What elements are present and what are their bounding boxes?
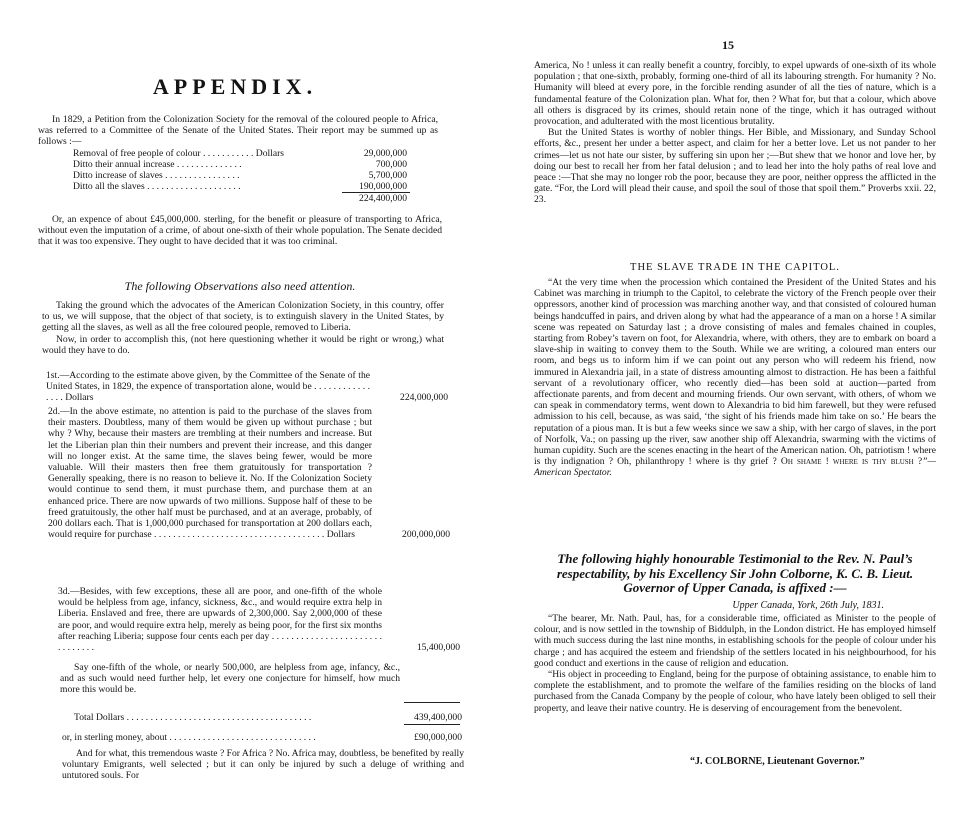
- testimonial-body: “The bearer, Mr. Nath. Paul, has, for a considerable time, officiated as Minister to the people of colour, and is now settled in the township of Biddulph, in the London district. He has employed himself with much success during the last nine months, in establishing schools for the people of colour under his charge ; and has acquired the esteem and friendship of the settlers located in his neighbourhood, for his good conduct and exertions in the cause of religion and education. “His object in proceeding to England, being for the purpose of obtaining assistance, to enable him to complete the establishment, and to promote the welfare of the families residing on the blocks of land purchased from the Canada Company by the people of colour, who have lately been obliged to sell their property, and leave their native country. He is deserving of encouragement from the benevolent.: [534, 613, 936, 714]
- sterling-line: or, in sterling money, about . . . . . . . . . . . . . . . . . . . . . . . . . . . . . . . £90,000,000: [62, 732, 462, 743]
- rule: [404, 724, 460, 725]
- rule: [404, 702, 460, 703]
- slave-trade-heading: THE SLAVE TRADE IN THE CAPITOL.: [630, 262, 840, 273]
- report-total-row: 224,400,000: [70, 193, 410, 205]
- report-row: Removal of free people of colour . . . . . . . . . . . Dollars 29,000,000: [73, 148, 407, 159]
- page-number: 15: [722, 38, 734, 52]
- observations-intro: Taking the ground which the advocates of the American Colonization Society, in this country, offer to us, we will suppose, that the object of that society, is to extinguish slavery in the United States, by getting all the slaves, as well as all the free coloured people, removed to Liberia. Now, in order to accomplish this, (not here questioning whether it would be right or wrong,) what would they have to do.: [42, 300, 444, 356]
- report-row: Ditto increase of slaves . . . . . . . . . . . . . . . . 5,700,000: [73, 170, 407, 181]
- america-paragraph: America, No ! unless it can really benefit a country, forcibly, to expel upwards of one-sixth of its whole population ; that one-sixth, probably, forming one-third of all its labouring strength. For humanity ? No. Humanity will bleed at every pore, in the forcible rending asunder of all the ties of nature, which is a fundamental feature of the Colonization plan. What for, then ? What for, but that a colour, which above all others is disgraced by its crimes, should retain none of the tinge, which it has outraged without provocation, and adulterated with the most licentious brutality. But the United States is worthy of nobler things. Her Bible, and Missionary, and Sunday School efforts, &c., present her under a better aspect, and claim for her a better love. Let us not pander to her crimes—let us not hate our sister, by suffering sin upon her ;—But shew that we honor and love her, by doing our best to recall her from her fatal delusion ; and to lead her into the holy paths of real love and peace :—That she may no longer rob the poor, because they are poor, neither oppress the afflicted in the gate. “For, the Lord will plead their cause, and spoil the soul of those that spoil them.” Proverbs xxii. 22, 23.: [534, 60, 936, 206]
- right-page: [490, 0, 980, 823]
- expense-paragraph: Or, an expence of about £45,000,000. sterling, for the benefit or pleasure of transporting to Africa, without even the imputation of a crime, of about one-sixth of their whole population. The Senate decided that it was too expensive. They ought to have decided that it was too criminal.: [38, 214, 442, 248]
- appendix-title: APPENDIX.: [152, 74, 318, 99]
- report-row: Ditto all the slaves . . . . . . . . . . . . . . . . . . . . 190,000,000: [73, 181, 407, 193]
- observations-heading: The following Observations also need attention.: [124, 279, 356, 293]
- item-second: 2d.—In the above estimate, no attention is paid to the purchase of the slaves from their masters. Doubtless, many of them would be given up without purchase ; but why ? Why, because their masters are trembling at their numbers and increase. But let the Liberian plan thin their numbers and prevent their increase, and this danger will no longer exist. At the same time, the slaves being fewer, would be more valuable. Will their masters then free them gratuitously for transportation ? Generally speaking, there is no reason to believe it. No. If the Colonization Society would continue to send them, it must purchase them, and purchase them at an enhanced price. There are now upwards of two millions. Suppose half of these to be freed gratuitously, the other half must be purchased, and at an average, probably, of 200 dollars each. That is 1,000,000 purchased for transportation at 200 dollars each, would require for purchase . . . . . . . . . . . . . . . . . . . . . . . . . . . . . . . . . . . . Dollars 200,000,000: [48, 406, 450, 541]
- testimonial-heading: The following highly honourable Testimonial to the Rev. N. Paul’s respectability, by his Excellency Sir John Colborne, K. C. B. Lieut. Governor of Upper Canada, is affixed :—: [556, 551, 914, 595]
- signature: “J. COLBORNE, Lieutenant Governor.”: [690, 756, 865, 767]
- senate-report-table: [70, 148, 410, 204]
- item-third: 3d.—Besides, with few exceptions, these all are poor, and one-fifth of the whole would be helpless from age, infancy, sickness, &c., and would require extra help in Liberia. Enslaved and free, there are upwards of 2,300,000. Say 2,000,000 of these are poor, and would require extra help, merely as being poor, for the first six months after reaching Liberia; suppose four cents each per day . . . . . . . . . . . . . . . . . . . . . . . . . . . . . . . 15,400,000: [58, 586, 460, 654]
- closing-paragraph: And for what, this tremendous waste ? For Africa ? No. Africa may, doubtless, be benefited by really voluntary Emigrants, well selected ; but it can only be injured by such a deluge of writhing and untutored souls. For: [62, 748, 464, 782]
- total-dollars-line: Total Dollars . . . . . . . . . . . . . . . . . . . . . . . . . . . . . . . . . . . . . . . 439,400,000: [74, 712, 462, 723]
- intro-paragraph: In 1829, a Petition from the Colonization Society for the removal of the coloured people to Africa, was referred to a Committee of the Senate of the United States. Their report may be summed up as follows :—: [38, 114, 438, 148]
- item-first: 1st.—According to the estimate above given, by the Committee of the Senate of the United States, in 1829, the expence of transportation alone, would be . . . . . . . . . . . . . . . . Dollars 224,000,000: [46, 370, 448, 404]
- report-row: Ditto their annual increase . . . . . . . . . . . . . . 700,000: [73, 159, 407, 170]
- slave-trade-paragraph: “At the very time when the procession which contained the President of the United States and his Cabinet was marching in triumph to the Capitol, to celebrate the victory of the French people over their oppressors, another kind of procession was marching another way, and that consisted of coloured human beings handcuffed in pairs, and driven along by what had the appearance of a man on a horse ! A similar scene was repeated on Saturday last ; a drove consisting of males and females chained in couples, starting from Robey’s tavern on foot, for Alexandria, where, with others, they are to embark on board a slave-ship in waiting to convey them to the South. While we are writing, a coloured man enters our room, and begs us to inform him if we can point out any person who will redeem his friend, now immured in Alexandria jail, in a state of distress amounting almost to distraction. He has been a faithful servant of a revolutionary officer, who recently died—has been sold at auction—parted from affectionate parents, and from decent and mourning friends. Our own servant, with others, of whom we can speak in commendatory terms, went down to Alexandria to bid him farewell, but they were refused admission to his cell, because, as was said, ‘the sight of his friends made him take on so.’ He bears the reputation of a pious man. It is but a few weeks since we saw a ship, with her cargo of slaves, in the port of Norfolk, Va.; on passing up the river, saw another ship off Alexandria, swarming with the victims of human cupidity. Such are the scenes enacting in the heart of the American nation. Oh, patriotism ! where is thy indignation ? Oh, philanthropy ! where is thy grief ? Oh shame ! where is thy blush ?”—American Spectator.: [534, 277, 936, 479]
- one-fifth-paragraph: Say one-fifth of the whole, or nearly 500,000, are helpless from age, infancy, &c., and as such would need further help, let every one conjecture for himself, how much more this would be.: [60, 662, 400, 696]
- dateline: Upper Canada, York, 26th July, 1831.: [732, 600, 884, 611]
